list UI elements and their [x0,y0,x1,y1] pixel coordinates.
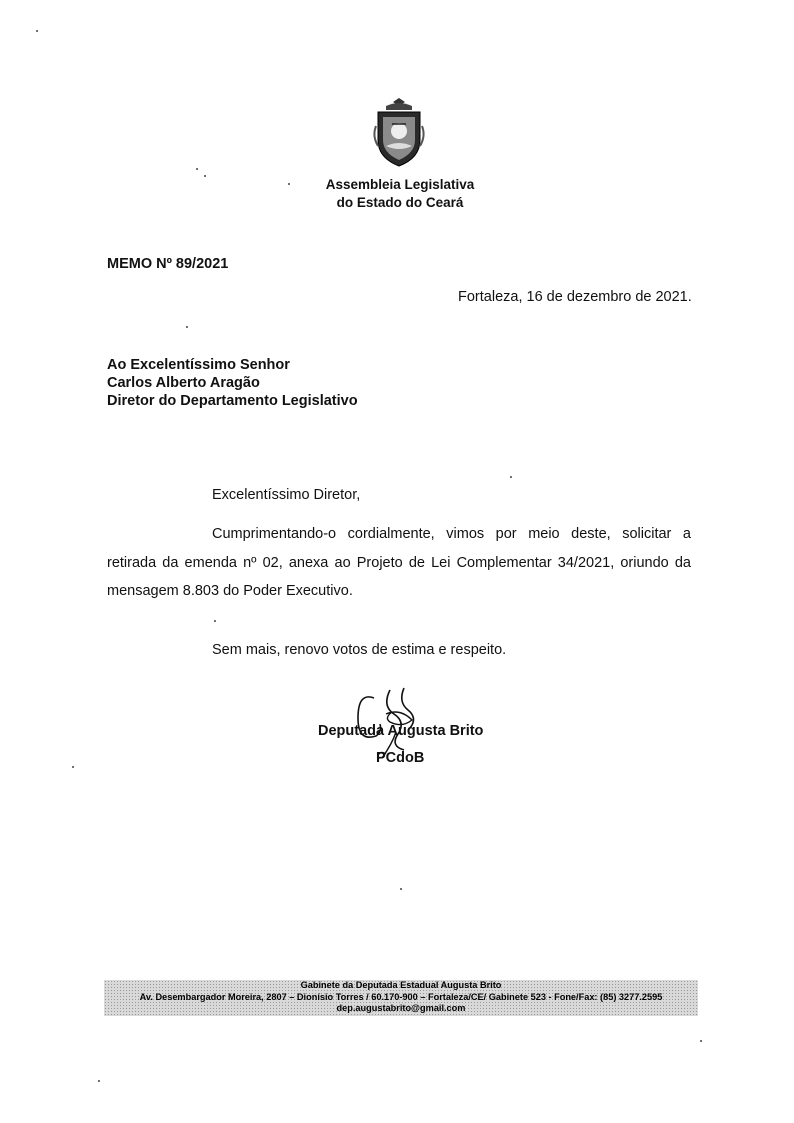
scan-speck [214,620,216,622]
footer-block [104,980,698,1016]
state-coat-of-arms-icon [372,96,426,168]
footer-line-1: Gabinete da Deputada Estadual Augusta Brito [300,980,502,990]
date-line: Fortaleza, 16 de dezembro de 2021. [458,289,692,305]
salutation: Excelentíssimo Diretor, [212,487,361,503]
scan-speck [400,888,402,890]
addressee-block [107,356,358,410]
scan-speck [288,183,290,185]
scan-speck [186,326,188,328]
footer-line-2: Av. Desembargador Moreira, 2807 – Dionísio Torres / 60.170-900 – Fortaleza/CE/ Gabinete 523 - Fone/Fax: (85) 3277.2595 [139,991,663,1002]
addressee-line-2: Carlos Alberto Aragão [107,375,260,391]
addressee-line-3: Diretor do Departamento Legislativo [107,393,358,409]
institution-line-1: Assembleia Legislativa [325,177,475,192]
scan-speck [98,1080,100,1082]
memo-number: MEMO Nº 89/2021 [107,256,229,272]
signatory-party: PCdoB [376,750,425,766]
closing-line: Sem mais, renovo votos de estima e respeito. [212,642,507,658]
body-paragraph: Cumprimentando-o cordialmente, vimos por meio deste, solicitar a retirada da emenda nº 02, anexa ao Projeto de Lei Complementar 34/2021, oriundo da mensagem 8.803 do Poder Executivo. [107,526,691,599]
scan-speck [72,766,74,768]
addressee-line-1: Ao Excelentíssimo Senhor [107,357,290,373]
scan-speck [36,30,38,32]
scan-speck [204,175,206,177]
institution-line-2: do Estado do Ceará [336,195,464,210]
scan-speck [510,476,512,478]
scan-speck [196,168,198,170]
scan-speck [700,1040,702,1042]
footer-line-3: dep.augustabrito@gmail.com [336,1003,466,1013]
institution-name [310,176,490,212]
signatory-name: Deputada Augusta Brito [318,723,484,739]
